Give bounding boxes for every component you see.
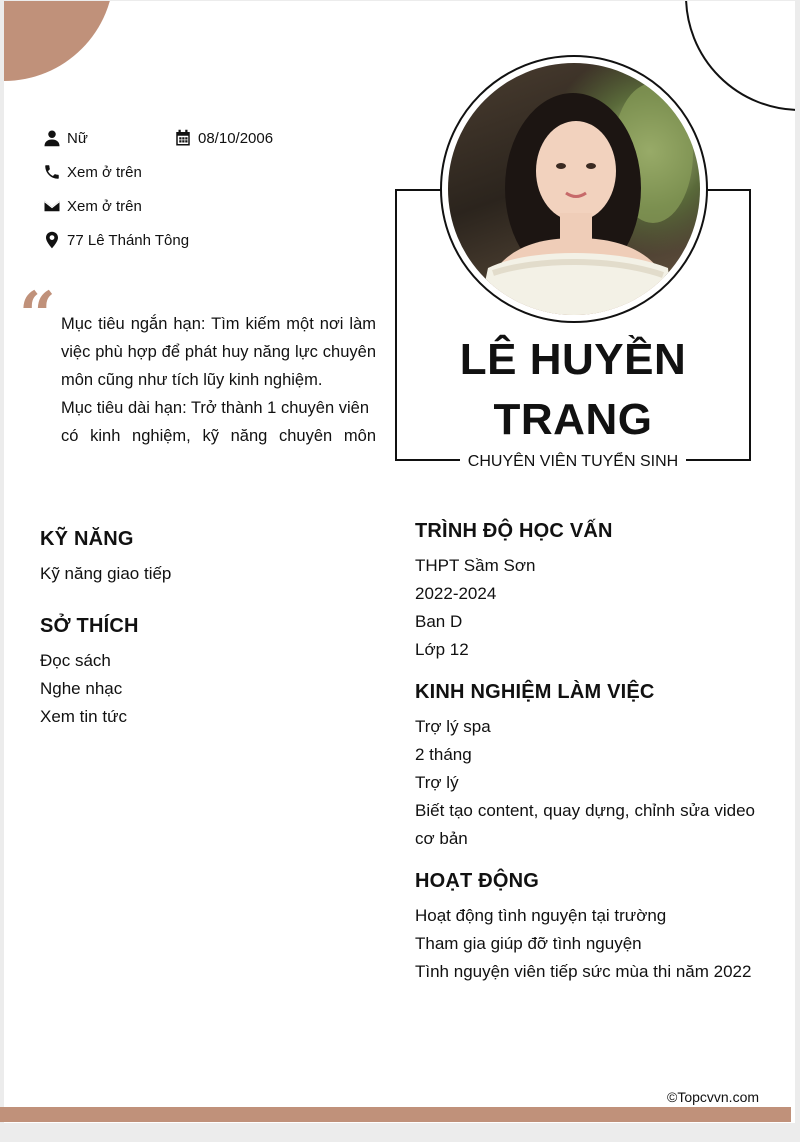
email-row: [43, 197, 142, 215]
job-title: CHUYÊN VIÊN TUYỂN SINH: [460, 451, 686, 473]
hobby-item: Xem tin tức: [40, 707, 127, 726]
activities-heading: HOẠT ĐỘNG: [415, 870, 540, 892]
experience-item: Trợ lý: [415, 773, 459, 792]
person-icon: [43, 129, 61, 147]
objective-long-term: Mục tiêu dài hạn: Trở thành 1 chuyên viên: [61, 399, 370, 417]
phone-icon: [43, 163, 61, 181]
dob-value: 08/10/2006: [198, 129, 274, 147]
phone-row: [43, 163, 142, 181]
phone-value: Xem ở trên: [67, 163, 142, 181]
calendar-icon: [174, 129, 192, 147]
address-row: [43, 231, 189, 249]
education-item: Ban D: [415, 612, 463, 631]
objective-long-term-cont: có kinh nghiệm, kỹ năng chuyên môn: [61, 427, 376, 445]
bottom-accent-bar: [0, 1107, 791, 1122]
activity-item: Hoạt động tình nguyện tại trường: [415, 906, 667, 925]
footer-credit: ©Topcvvn.com: [667, 1089, 760, 1105]
experience-item: Trợ lý spa: [415, 717, 491, 736]
career-objective: [61, 310, 376, 450]
gender-row: [43, 129, 88, 147]
skills-heading: KỸ NĂNG: [40, 528, 134, 550]
experience-heading: KINH NGHIỆM LÀM VIỆC: [415, 681, 655, 703]
envelope-icon: [43, 197, 61, 215]
education-item: THPT Sầm Sơn: [415, 556, 536, 575]
experience-item: Biết tạo content, quay dựng, chỉnh sửa video cơ bản: [415, 801, 755, 848]
experience-item: 2 tháng: [415, 745, 472, 764]
education-item: Lớp 12: [415, 640, 469, 659]
hobbies-heading: SỞ THÍCH: [40, 615, 139, 637]
skill-item: Kỹ năng giao tiếp: [40, 564, 172, 583]
gender-value: Nữ: [67, 129, 88, 147]
dob-row: [174, 129, 273, 147]
education-item: 2022-2024: [415, 584, 497, 603]
email-value: Xem ở trên: [67, 197, 142, 215]
location-pin-icon: [43, 231, 61, 249]
corner-decoration-circle: [4, 1, 114, 81]
hobby-item: Nghe nhạc: [40, 679, 123, 698]
education-heading: TRÌNH ĐỘ HỌC VẤN: [415, 520, 613, 542]
objective-short-term: Mục tiêu ngắn hạn: Tìm kiếm một nơi làm việc phù hợp để phát huy năng lực chuyên môn cũng như tích lũy kinh nghiệm.: [61, 315, 376, 389]
activity-item: Tham gia giúp đỡ tình nguyện: [415, 934, 642, 953]
avatar: [448, 63, 700, 315]
hobby-item: Đọc sách: [40, 651, 111, 670]
corner-decoration-ring: [685, 1, 795, 111]
candidate-name: LÊ HUYỀN TRANG: [459, 335, 687, 444]
quote-icon: “: [19, 278, 56, 353]
address-value: 77 Lê Thánh Tông: [67, 231, 190, 249]
activity-item: Tình nguyện viên tiếp sức mùa thi năm 2022: [415, 962, 752, 981]
